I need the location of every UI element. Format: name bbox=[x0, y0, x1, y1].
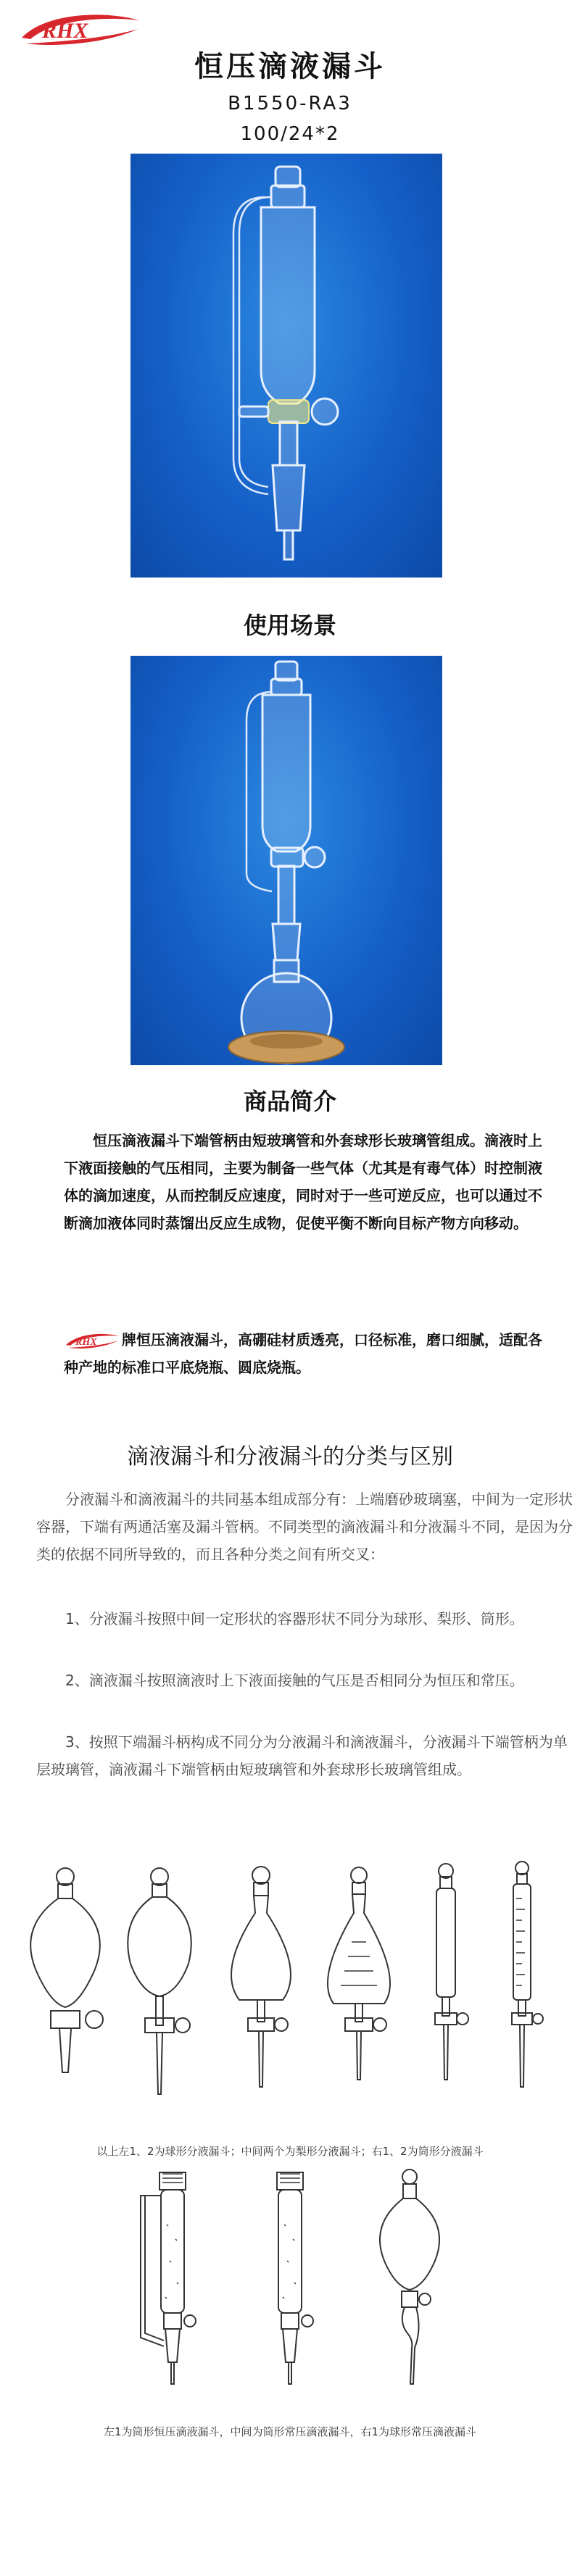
pear-funnel-1 bbox=[231, 1867, 291, 2087]
comparison-heading: 滴液漏斗和分液漏斗的分类与区别 bbox=[127, 1444, 453, 1470]
cylindrical-funnel-2 bbox=[512, 1862, 543, 2087]
funnel-diagram-row-1 bbox=[22, 1855, 558, 2116]
comparison-paragraph-3 bbox=[36, 1667, 573, 1694]
product-model: B1550-RA3 bbox=[228, 93, 352, 114]
comparison-paragraph-2 bbox=[36, 1605, 573, 1633]
comparison-text-4: 3、按照下端漏斗柄构成不同分为分液漏斗和滴液漏斗，分液漏斗下端管柄为单层玻璃管，滴液漏斗下端管柄由短玻璃管和外套球形长玻璃管组成。 bbox=[36, 1733, 568, 1778]
comparison-paragraph-1 bbox=[36, 1485, 573, 1568]
comparison-text-1: 分液漏斗和滴液漏斗的共同基本组成部分有：上端磨砂玻璃塞，中间为一定形状容器，下端有两通活塞及漏斗管柄。不同类型的滴液漏斗和分液漏斗不同，是因为分类的依据不同所导致的，而且各种分类之间有所交叉： bbox=[36, 1491, 573, 1563]
dropping-funnels-icon bbox=[22, 2167, 558, 2391]
brand-paragraph-text: 牌恒压滴液漏斗，高硼硅材质透亮，口径标准，磨口细腻，适配各种产地的标准口平底烧瓶、圆底烧瓶。 bbox=[64, 1331, 542, 1376]
funnel-setup-illustration bbox=[130, 656, 442, 1065]
inline-brand-logo-icon bbox=[64, 1332, 120, 1351]
comparison-paragraph-4 bbox=[36, 1728, 573, 1783]
funnel-diagram-row-2 bbox=[22, 2167, 558, 2391]
cylindrical-funnel-1 bbox=[435, 1864, 468, 2080]
globe-constant-pressure-funnel bbox=[380, 2169, 439, 2384]
diagram-caption-1: 以上左1、2为球形分液漏斗；中间两个为梨形分液漏斗；右1、2为筒形分液漏斗 bbox=[96, 2145, 484, 2158]
pressure-equalizing-funnel bbox=[141, 2172, 196, 2384]
globe-funnel-2 bbox=[128, 1868, 191, 2094]
intro-heading: 商品简介 bbox=[243, 1088, 336, 1115]
inline-brand-logo bbox=[64, 1332, 120, 1351]
comparison-text-2: 1、分液漏斗按照中间一定形状的容器形状不同分为球形、梨形、筒形。 bbox=[65, 1610, 524, 1627]
globe-funnel-1 bbox=[30, 1868, 103, 2072]
product-spec: 100/24*2 bbox=[240, 123, 340, 145]
diagram-caption-2: 左1为筒形恒压滴液漏斗，中间为筒形常压滴液漏斗，右1为球形常压滴液漏斗 bbox=[103, 2425, 477, 2438]
brand-logo-text: RHX bbox=[42, 19, 88, 43]
funnel-photo-illustration bbox=[130, 154, 442, 578]
constant-pressure-cylindrical-funnel bbox=[277, 2172, 313, 2384]
product-title: 恒压滴液漏斗 bbox=[194, 50, 386, 83]
usage-heading: 使用场景 bbox=[243, 612, 336, 639]
usage-photo bbox=[130, 656, 442, 1065]
svg-text:RHX: RHX bbox=[75, 1336, 97, 1348]
separatory-funnels-icon bbox=[22, 1855, 558, 2116]
comparison-text-3: 2、滴液漏斗按照滴液时上下液面接触的气压是否相同分为恒压和常压。 bbox=[65, 1672, 524, 1689]
brand-paragraph bbox=[64, 1326, 550, 1381]
intro-paragraph: 恒压滴液漏斗下端管柄由短玻璃管和外套球形长玻璃管组成。滴液时上下液面接触的气压相同，主要为制备一些气体（尤其是有毒气体）时控制液体的滴加速度，从而控制反应速度，同时对于一些可逆反应，也可以通过不断滴加液体同时蒸馏出反应生成物，促使平衡不断向目标产物方向移动。 bbox=[64, 1132, 542, 1232]
pear-funnel-2 bbox=[328, 1867, 390, 2080]
product-photo bbox=[130, 154, 442, 578]
